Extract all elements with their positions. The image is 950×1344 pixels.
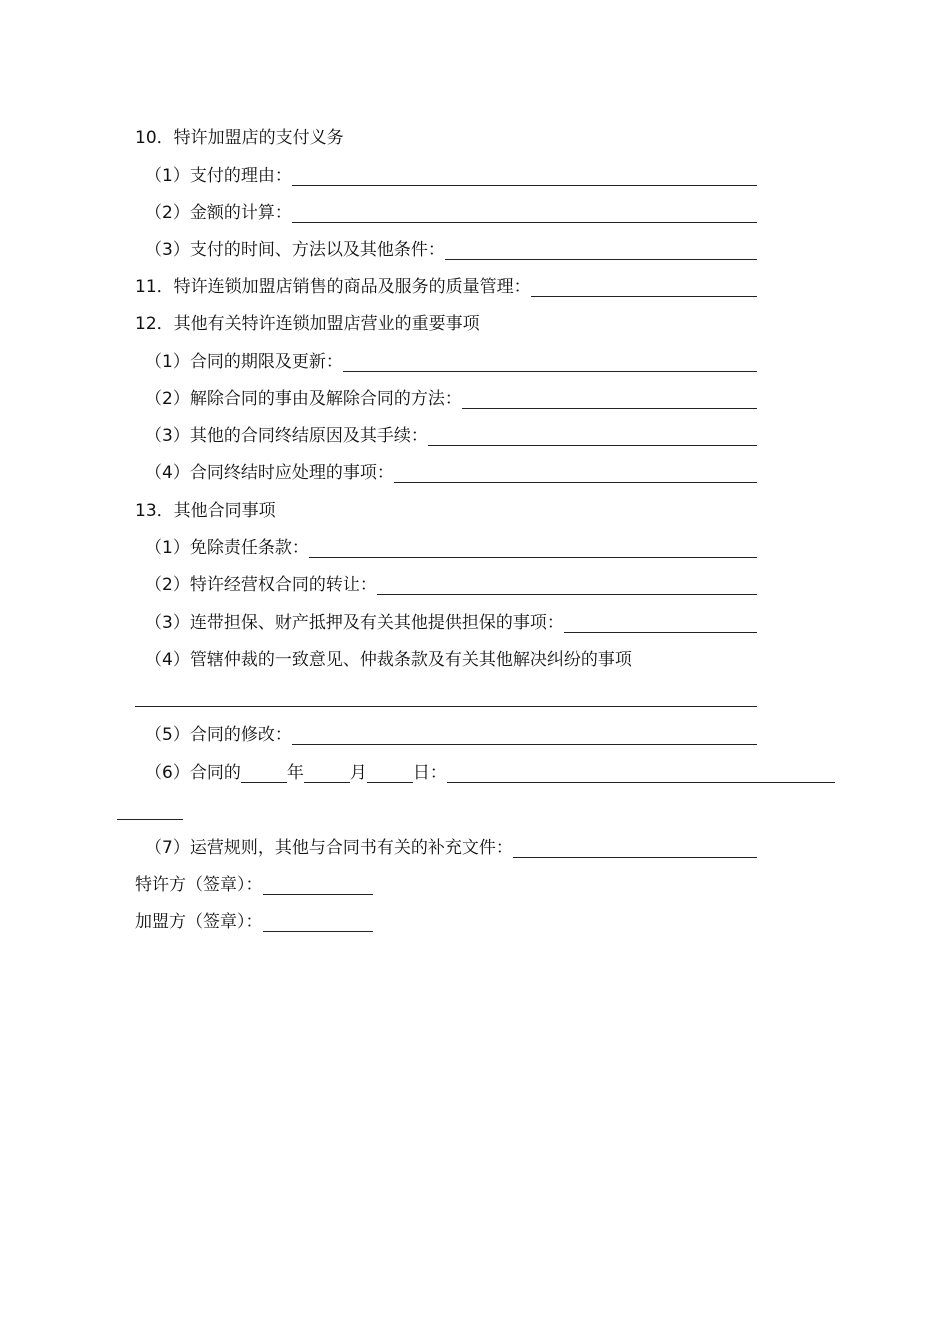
item-label: （3）其他的合同终结原因及其手续： <box>145 426 428 446</box>
fill-blank[interactable] <box>428 425 757 446</box>
item-label: （2）金额的计算： <box>145 203 292 223</box>
section-11 <box>135 274 757 300</box>
fill-blank[interactable] <box>447 762 835 783</box>
fill-blank[interactable] <box>394 462 757 483</box>
section-12-item-4 <box>145 460 757 486</box>
section-10-item-2 <box>145 200 757 226</box>
item-label: （3）连带担保、财产抵押及有关其他提供担保的事项： <box>145 613 564 633</box>
franchisee-signature <box>135 909 373 935</box>
item-label: （4）合同终结时应处理的事项： <box>145 463 394 483</box>
month-label: 月 <box>349 763 367 783</box>
item-label: （2）特许经营权合同的转让： <box>145 575 377 595</box>
item-label: （7）运营规则，其他与合同书有关的补充文件： <box>145 838 513 858</box>
section-13-item-6 <box>145 760 835 786</box>
section-10-item-1 <box>145 163 757 189</box>
signature-blank[interactable] <box>263 911 374 932</box>
fill-blank[interactable] <box>462 388 757 409</box>
section-13-item-6-continuation <box>117 797 183 823</box>
fill-blank[interactable] <box>343 351 757 372</box>
signature-blank[interactable] <box>263 874 374 895</box>
item-label: （5）合同的修改： <box>145 725 292 745</box>
year-label: 年 <box>286 763 304 783</box>
fill-blank[interactable] <box>445 239 757 260</box>
fill-blank[interactable] <box>292 202 757 223</box>
item-label: （1）合同的期限及更新： <box>145 352 343 372</box>
item-label: （1）免除责任条款： <box>145 538 309 558</box>
section-10-heading <box>135 125 344 151</box>
day-label: 日： <box>412 763 447 783</box>
item-label: （6）合同的 <box>145 763 241 783</box>
day-blank[interactable] <box>367 762 413 783</box>
month-blank[interactable] <box>304 762 350 783</box>
item-label: （3）支付的时间、方法以及其他条件： <box>145 240 445 260</box>
section-12-item-3 <box>145 423 757 449</box>
franchisee-label: 加盟方（签章）： <box>135 912 263 932</box>
franchisor-signature <box>135 872 373 898</box>
item-label: （1）支付的理由： <box>145 166 292 186</box>
section-12-item-2 <box>145 386 757 412</box>
franchisor-label: 特许方（签章）： <box>135 875 263 895</box>
section-12-item-1 <box>145 349 757 375</box>
fill-blank[interactable] <box>309 537 757 558</box>
fill-blank[interactable] <box>292 724 757 745</box>
fill-blank[interactable] <box>135 686 757 707</box>
section-10-item-3 <box>145 237 757 263</box>
section-13-heading <box>135 498 276 524</box>
section-10-heading-text: 10．特许加盟店的支付义务 <box>135 128 344 148</box>
section-13-item-2 <box>145 572 757 598</box>
fill-blank[interactable] <box>117 799 183 820</box>
section-13-item-4 <box>145 647 632 673</box>
year-blank[interactable] <box>241 762 287 783</box>
section-13-item-7 <box>145 835 757 861</box>
section-13-item-3 <box>145 610 757 636</box>
item-label: 11．特许连锁加盟店销售的商品及服务的质量管理： <box>135 277 531 297</box>
section-13-item-1 <box>145 535 757 561</box>
section-13-item-5 <box>145 722 757 748</box>
fill-blank[interactable] <box>292 165 757 186</box>
fill-blank[interactable] <box>564 612 757 633</box>
fill-blank[interactable] <box>377 574 757 595</box>
item-label: （4）管辖仲裁的一致意见、仲裁条款及有关其他解决纠纷的事项 <box>145 650 632 670</box>
fill-blank[interactable] <box>513 837 757 858</box>
fill-blank[interactable] <box>531 276 757 297</box>
section-12-heading <box>135 311 480 337</box>
section-13-item-4-blank-line <box>135 684 757 710</box>
item-label: （2）解除合同的事由及解除合同的方法： <box>145 389 462 409</box>
section-12-heading-text: 12．其他有关特许连锁加盟店营业的重要事项 <box>135 314 480 334</box>
section-13-heading-text: 13．其他合同事项 <box>135 501 276 521</box>
